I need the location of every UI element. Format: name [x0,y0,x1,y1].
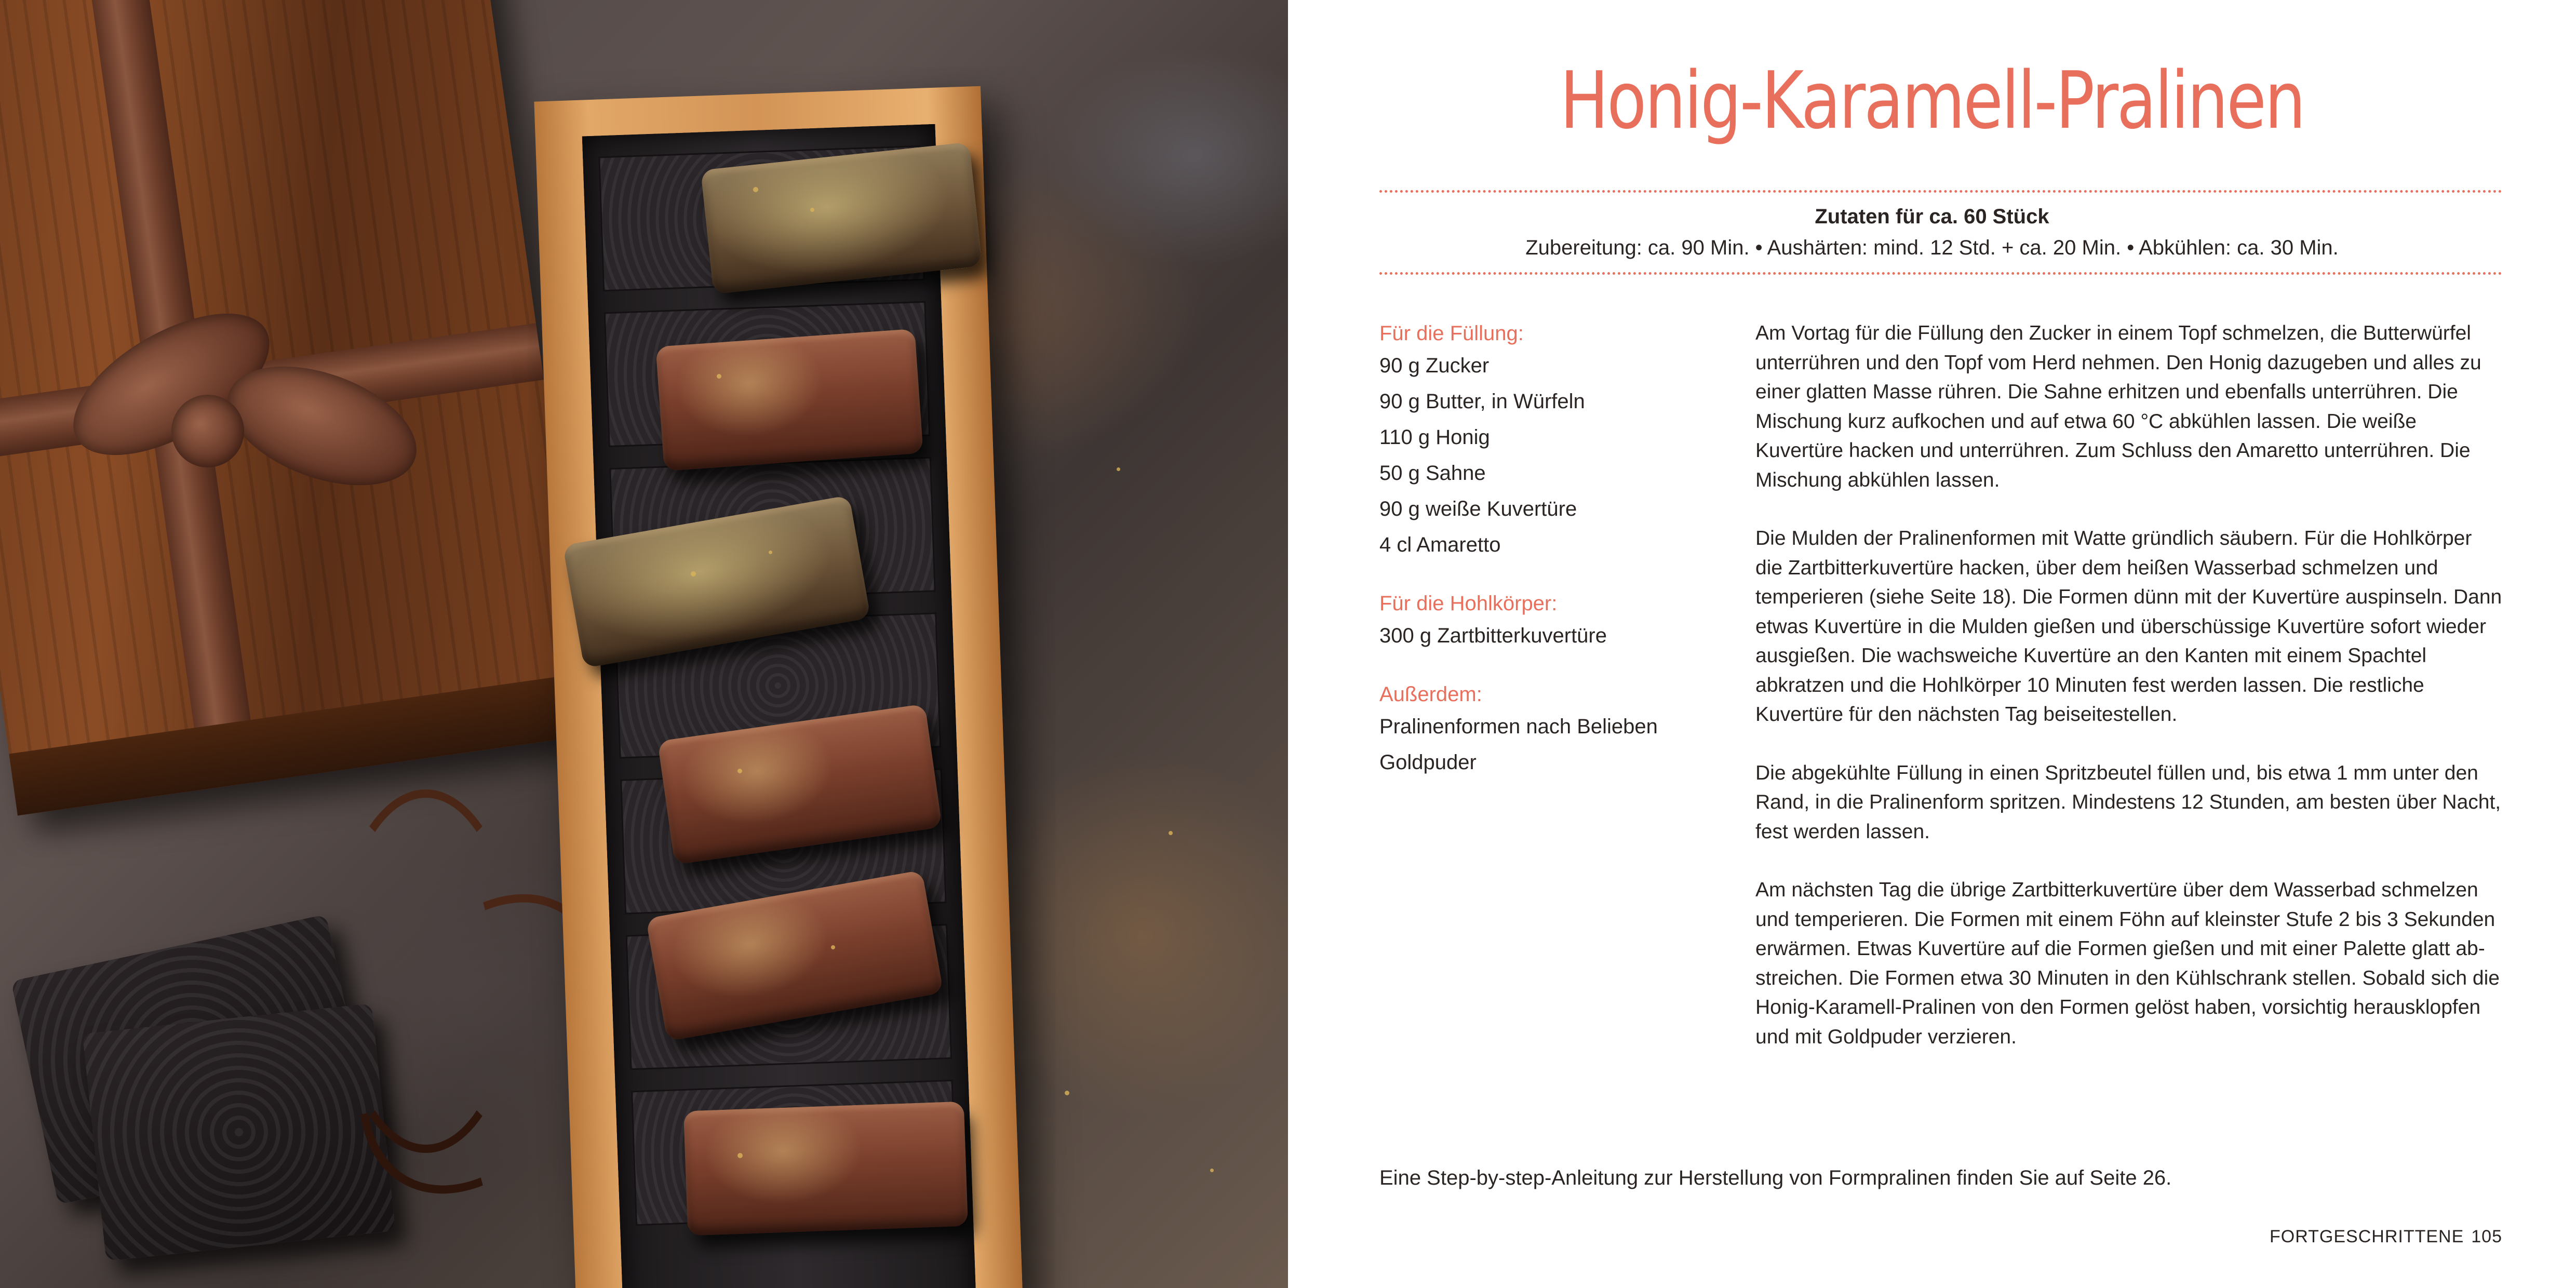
ingredients-heading-filling: Für die Füllung: [1379,322,1524,345]
ingredient-item: 50 g Sahne [1379,462,1486,485]
ingredients-heading-extra: Außerdem: [1379,683,1482,706]
recipe-yield: Zutaten für ca. 60 Stück [1815,205,2049,228]
ingredients-heading-shells: Für die Hohlkörper: [1379,592,1558,615]
method-steps [1755,319,2503,1081]
page-footer [2270,1227,2502,1247]
ribbon-bow-knot [171,395,244,467]
ingredient-item: 300 g Zartbitterkuvertüre [1379,624,1607,647]
ingredient-item: 110 g Honig [1379,426,1490,449]
method-step: Am nächsten Tag die übrige Zartbitterkuvertüre über dem Wasserbad schmelzen und temperieren. Die Formen mit einem Föhn auf kleinster Stufe 2 bis 3 Sekunden erwärmen. Etwas Kuvertüre auf die Formen gießen und mit einer Palette glatt ab-streichen. Die Formen etwa 30 Minuten in den Kühlschrank stellen. Sobald sich die Honig-Karamell-Pralinen von den Formen gelöst haben, vorsichtig herausklopfen und mit Goldpuder verzieren. [1755,879,2500,1048]
recipe-timing: Zubereitung: ca. 90 Min. • Aushärten: mind. 12 Std. + ca. 20 Min. • Abkühlen: ca. 30 Min. [1525,236,2339,259]
method-step: Die Mulden der Pralinenformen mit Watte gründlich säubern. Für die Hohlkörper die Zartbitterkuvertüre hacken, über dem heißen Wasserbad schmelzen und temperieren (siehe Seite 18). Die Formen dünn mit der Kuvertüre auspinseln. Dann etwas Kuvertüre in die Mulden gießen und überschüssige Kuvertüre sofort wieder ausgießen. Die wachsweiche Kuvertüre an den Kanten mit einem Spachtel abkratzen und die Hohlkörper 10 Minuten fest werden lassen. Die restliche Kuvertüre für den nächsten Tag beiseitestellen. [1755,527,2502,726]
section-name: FORTGESCHRITTENE [2269,1227,2464,1246]
ingredient-item: Pralinenformen nach Belieben [1379,715,1658,738]
recipe-page [1288,0,2576,1288]
dotted-divider [1379,190,2502,193]
dotted-divider [1379,272,2502,275]
ingredient-item: 90 g weiße Kuvertüre [1379,498,1577,520]
page-number: 105 [2471,1227,2502,1246]
ingredients-list [1379,319,1670,781]
footnote: Eine Step-by-step-Anleitung zur Herstellung von Formpralinen finden Sie auf Seite 26. [1379,1166,2172,1189]
ingredient-item: Goldpuder [1379,751,1477,774]
recipe-title: Honig-Karamell-Pralinen [1560,55,2304,146]
method-step: Die abgekühlte Füllung in einen Spritzbeutel füllen und, bis etwa 1 mm unter den Rand, in die Pralinenform spritzen. Mindestens 12 Stunden, am besten über Nacht, fest werden lassen. [1755,761,2501,843]
praline [655,329,923,471]
praline [683,1102,968,1236]
ingredient-item: 4 cl Amaretto [1379,533,1501,556]
ingredient-item: 90 g Butter, in Würfeln [1379,390,1585,413]
gift-box-edge [9,673,594,816]
method-step: Am Vortag für die Füllung den Zucker in einem Topf schmelzen, die Butterwürfel unterrühren und den Topf vom Herd nehmen. Den Honig dazugeben und alles zu einer glatten Masse rühren. Die Sahne erhitzen und ebenfalls unterrühren. Die Mischung kurz aufkochen und auf etwa 60 °C abkühlen lassen. Die weiße Kuvertüre hacken und unterrühren. Zum Schluss den Amaretto unterrühren. Die Mischung abkühlen lassen. [1755,322,2481,491]
ingredient-item: 90 g Zucker [1379,354,1490,377]
